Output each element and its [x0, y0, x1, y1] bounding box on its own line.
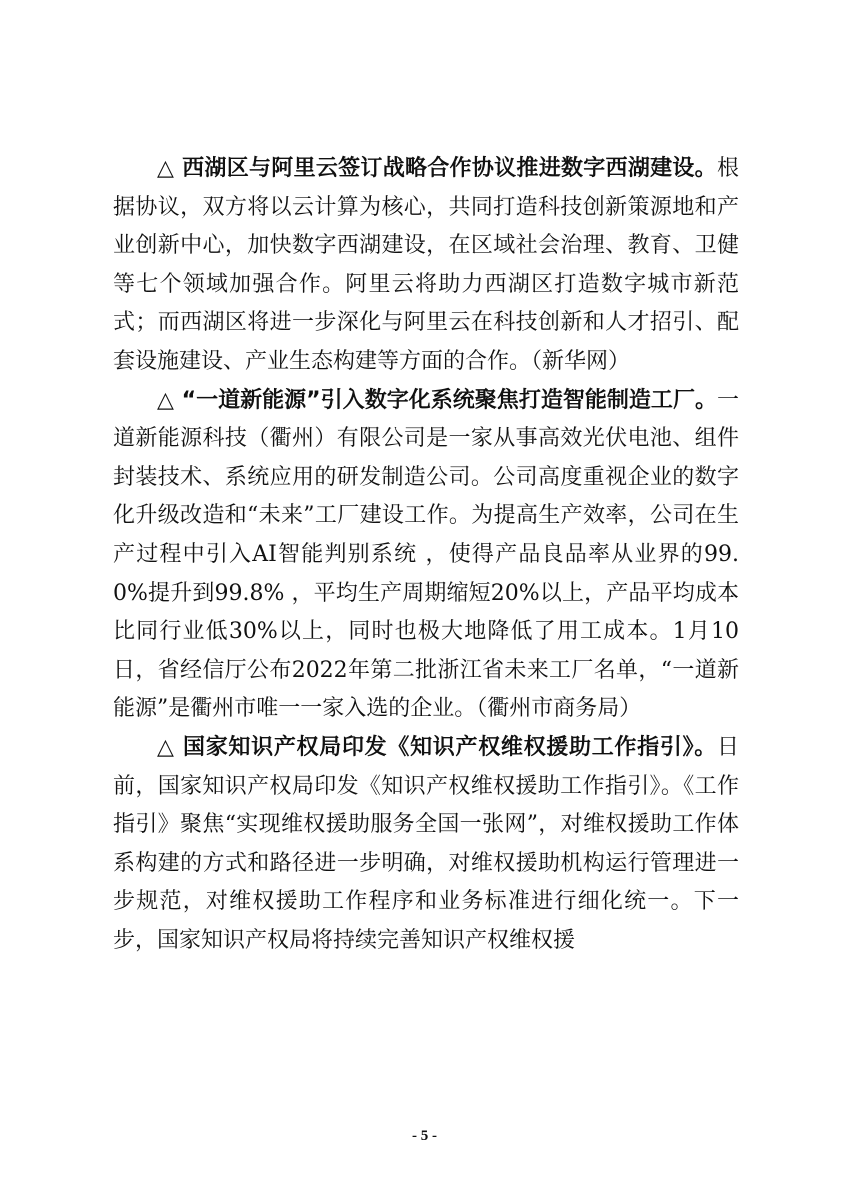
article-headline: △ 国家知识产权局印发《知识产权维权援助工作指引》。	[157, 734, 717, 760]
article-headline: △ 西湖区与阿里云签订战略合作协议推进数字西湖建设。	[157, 156, 717, 181]
article-paragraph-yidao-new-energy	[113, 382, 739, 729]
article-headline: △ “一道新能源”引入数字化系统聚焦打造智能制造工厂。	[157, 387, 717, 413]
article-body: 一道新能源科技（衢州）有限公司是一家从事高效光伏电池、组件封装技术、系统应用的研发制造公司。公司高度重视企业的数字化升级改造和“未来”工厂建设工作。为提高生产效率，公司在生产过程中引入AI智能判别系统 ，使得产品良品率从业界的99.0%提升到99.8% ，平均生产周期缩短20%以上，产品平均成本比同行业低30%以上，同时也极大地降低了用工成本。1月10日，省经信厅公布2022年第二批浙江省未来工厂名单，“一道新能源”是衢州市唯一一家入选的企业。（衢州市商务局）	[113, 387, 739, 722]
article-paragraph-ip-guideline	[113, 729, 739, 961]
article-body: 日前，国家知识产权局印发《知识产权维权援助工作指引》。《工作指引》聚焦“实现维权援助服务全国一张网”，对维权援助工作体系构建的方式和路径进一步明确，对维权援助机构运行管理进一步规范，对维权援助工作程序和业务标准进行细化统一。下一步，国家知识产权局将持续完善知识产权维权援	[113, 734, 739, 953]
page-number: - 5 -	[412, 1128, 437, 1144]
document-body	[113, 150, 739, 960]
article-paragraph-xihu-alibaba	[113, 150, 739, 382]
article-body: 根据协议，双方将以云计算为核心，共同打造科技创新策源地和产业创新中心，加快数字西湖建设，在区域社会治理、教育、卫健等七个领域加强合作。阿里云将助力西湖区打造数字城市新范式；而西湖区将进一步深化与阿里云在科技创新和人才招引、配套设施建设、产业生态构建等方面的合作。（新华网）	[113, 156, 739, 374]
